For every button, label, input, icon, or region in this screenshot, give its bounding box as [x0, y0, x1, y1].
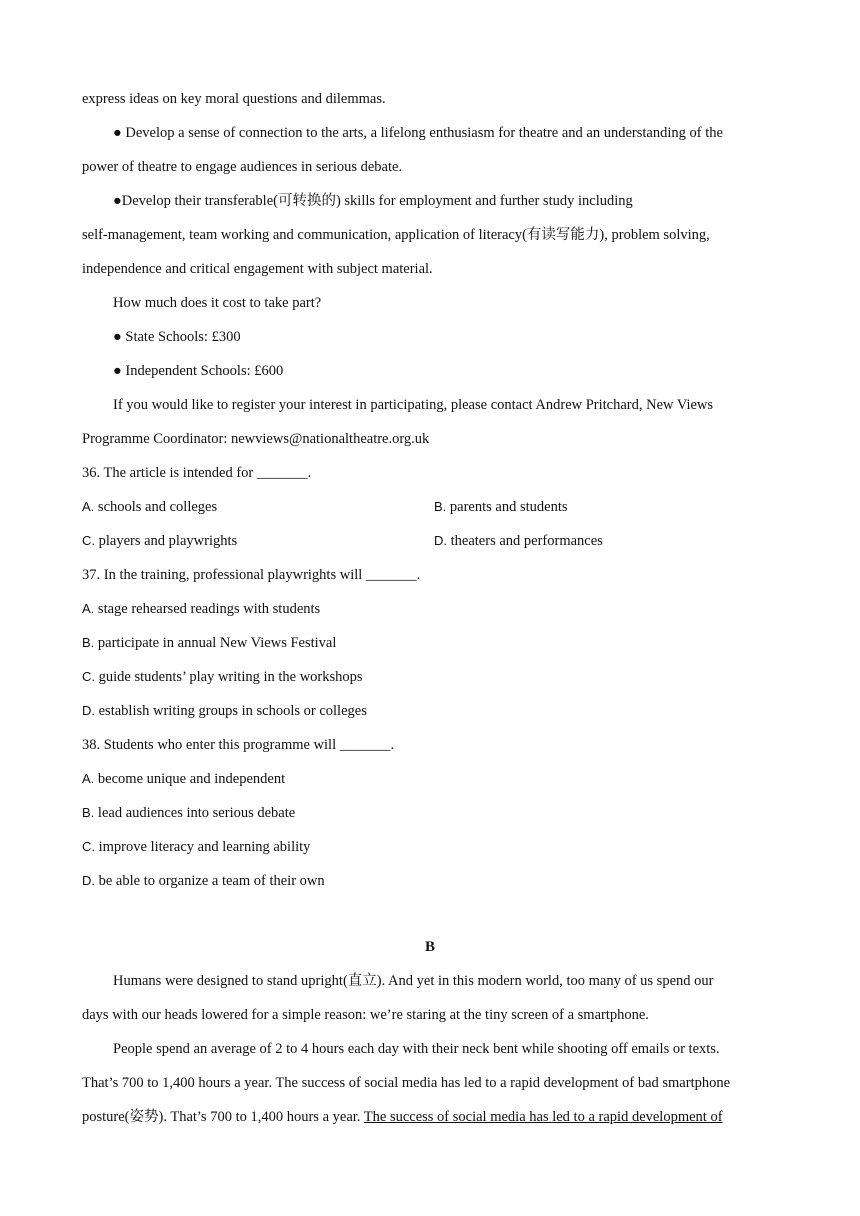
bullet-transferable-skills: ●Develop their transferable(可转换的) skills for employment and further study including [113, 193, 633, 209]
option-text: improve literacy and learning ability [95, 839, 311, 855]
option-text: schools and colleges [94, 499, 218, 515]
option-text: become unique and independent [94, 771, 286, 787]
option-text: establish writing groups in schools or colleges [95, 703, 367, 719]
question-38-stem: 38. Students who enter this programme will _______. [82, 737, 395, 753]
passage-line: express ideas on key moral questions and dilemmas. [82, 91, 386, 107]
option-label: D. [82, 703, 95, 718]
passage-b-line [82, 1108, 723, 1126]
passage-b-text: posture(姿势). That’s 700 to 1,400 hours a year. [82, 1109, 364, 1125]
question-37-option-b [82, 634, 336, 652]
option-label: A. [82, 771, 95, 786]
bullet-arts-connection: ● Develop a sense of connection to the arts, a lifelong enthusiasm for theatre and an understanding of the [113, 125, 723, 141]
option-text: parents and students [446, 499, 568, 515]
option-text: be able to organize a team of their own [95, 873, 325, 889]
question-36-stem: 36. The article is intended for _______. [82, 465, 312, 481]
option-label: C. [82, 669, 95, 684]
option-label: D. [82, 873, 95, 888]
question-37-stem: 37. In the training, professional playwrights will _______. [82, 567, 421, 583]
option-label: B. [82, 635, 95, 650]
cost-question: How much does it cost to take part? [113, 295, 322, 311]
bullet-independent-schools: ● Independent Schools: £600 [113, 363, 284, 379]
question-38-option-d [82, 872, 325, 890]
question-38-option-b [82, 804, 295, 822]
question-36-option-b [434, 498, 568, 516]
passage-b-line: People spend an average of 2 to 4 hours each day with their neck bent while shooting off emails or texts. [113, 1041, 720, 1057]
option-label: C. [82, 533, 95, 548]
option-label: D. [434, 533, 447, 548]
contact-line: If you would like to register your interest in participating, please contact Andrew Pritchard, New Views [113, 397, 714, 413]
option-label: B. [434, 499, 447, 514]
option-text: stage rehearsed readings with students [94, 601, 321, 617]
contact-email-line: Programme Coordinator: newviews@nationaltheatre.org.uk [82, 431, 430, 447]
option-text: lead audiences into serious debate [94, 805, 296, 821]
option-text: players and playwrights [95, 533, 238, 549]
option-label: A. [82, 601, 95, 616]
question-36-option-c [82, 532, 237, 550]
question-37-option-a [82, 600, 320, 618]
section-b-heading: B [424, 939, 435, 955]
question-38-option-a [82, 770, 285, 788]
underlined-sentence: The success of social media has led to a rapid development of [363, 1109, 723, 1125]
option-label: B. [82, 805, 95, 820]
option-label: A. [82, 499, 95, 514]
passage-b-line: days with our heads lowered for a simple reason: we’re staring at the tiny screen of a smartphone. [82, 1007, 649, 1023]
bullet-state-schools: ● State Schools: £300 [113, 329, 241, 345]
passage-b-line: Humans were designed to stand upright(直立). And yet in this modern world, too many of us spend our [113, 973, 714, 989]
option-text: participate in annual New Views Festival [94, 635, 337, 651]
option-label: C. [82, 839, 95, 854]
passage-line: self-management, team working and communication, application of literacy(有读写能力), problem solving, [82, 227, 710, 243]
option-text: theaters and performances [447, 533, 603, 549]
option-text: guide students’ play writing in the workshops [95, 669, 363, 685]
passage-line: independence and critical engagement with subject material. [82, 261, 433, 277]
question-37-option-c [82, 668, 363, 686]
question-36-option-d [434, 532, 603, 550]
question-36-option-a [82, 498, 217, 516]
passage-b-line: That’s 700 to 1,400 hours a year. The success of social media has led to a rapid development of bad smartphone [82, 1075, 731, 1091]
passage-line: power of theatre to engage audiences in serious debate. [82, 159, 403, 175]
question-37-option-d [82, 702, 367, 720]
question-38-option-c [82, 838, 310, 856]
